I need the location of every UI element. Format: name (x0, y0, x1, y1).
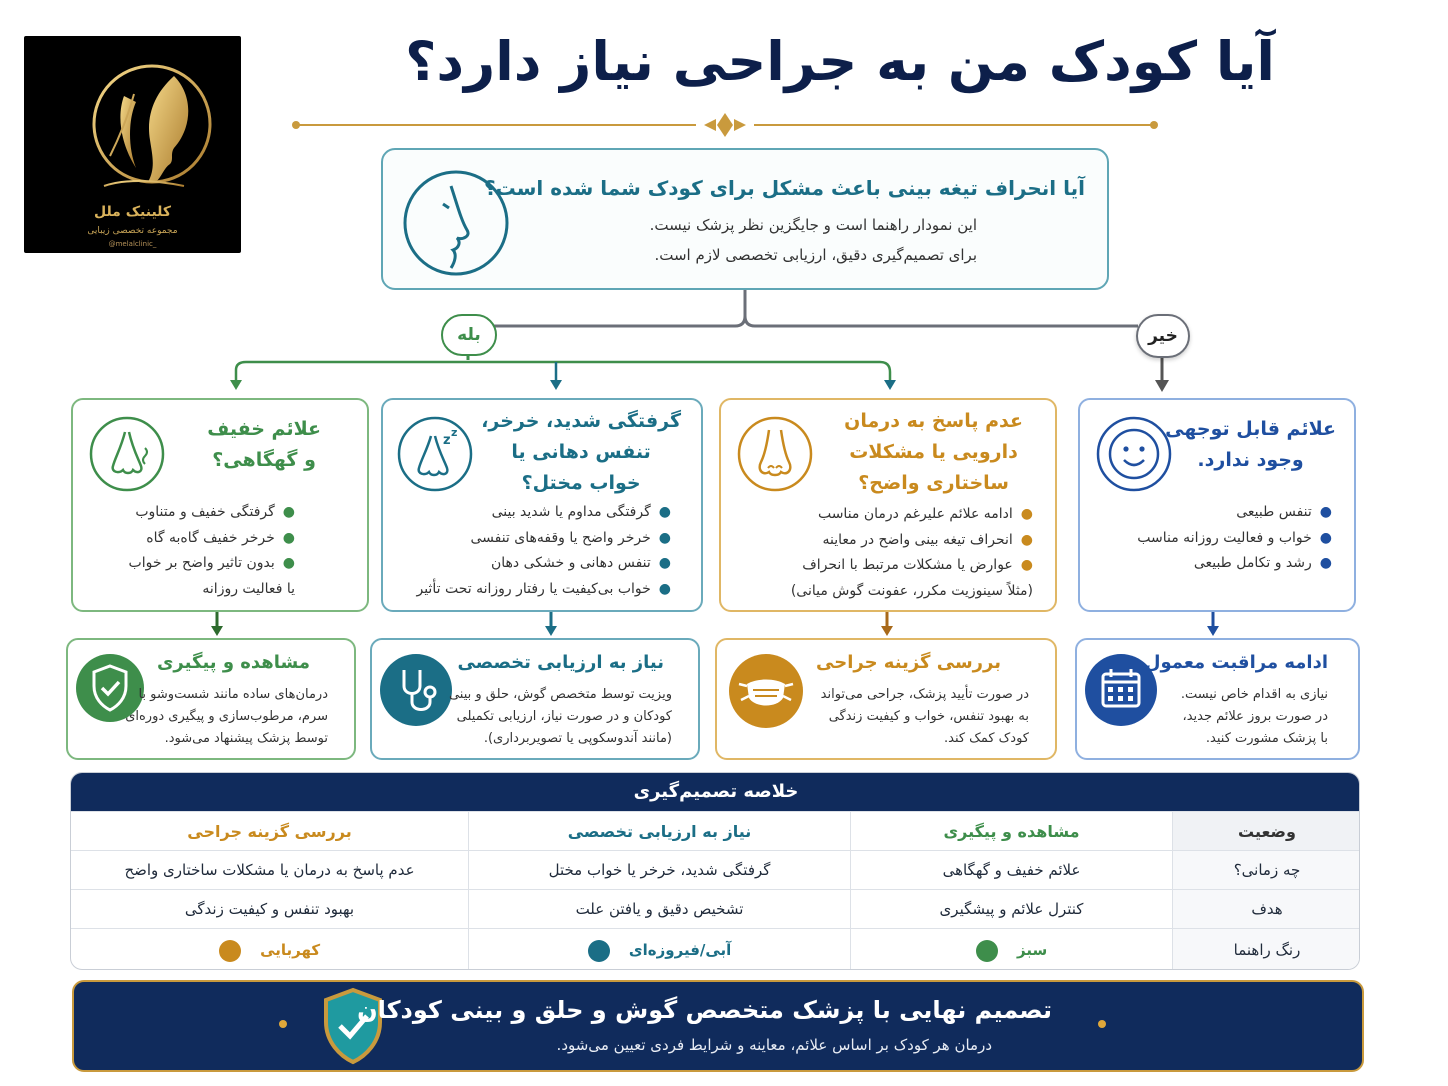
sleep-nose-icon (395, 414, 475, 494)
yes-branch-label: بله (441, 314, 497, 356)
action-surgery-title: بررسی گزینه جراحی (816, 652, 1001, 673)
card-noresp-title-1: عدم پاسخ به درمان (844, 410, 1023, 432)
table-cell: بهبود تنفس و کیفیت زندگی (71, 889, 468, 928)
question-title: آیا انحراف تیغه بینی باعث مشکل برای کودک شما شده است؟ (483, 176, 1085, 200)
table-cell-amber: کهربایی (71, 928, 468, 970)
table-header-cell: بررسی گزینه جراحی (71, 811, 468, 850)
table-cell-green: سبز (850, 928, 1172, 970)
action-observe-title: مشاهده و پیگیری (156, 652, 310, 673)
green-dot-icon (976, 940, 998, 962)
card-none-title-1: علائم قابل توجهی (1165, 418, 1336, 440)
action-routine-title: ادامه مراقبت معمول (1144, 652, 1328, 673)
stethoscope-icon (380, 654, 452, 726)
table-header-cell: نیاز به ارزیابی تخصصی (468, 811, 850, 850)
summary-table (70, 772, 1360, 970)
footer-banner (72, 980, 1364, 1072)
list-item-continued: (مثلاً سینوزیت مکرر، عفونت گوش میانی) (790, 582, 1033, 599)
list-item: ●انحراف تیغه بینی واضح در معاینه (822, 531, 1033, 548)
card-severe-symptoms (381, 398, 703, 612)
amber-dot-icon (219, 940, 241, 962)
card-severe-list (416, 500, 671, 602)
teal-dot-icon (588, 940, 610, 962)
action-specialist (370, 638, 700, 760)
summary-title: خلاصه تصمیم‌گیری (71, 773, 1360, 811)
svg-text:z: z (451, 426, 458, 439)
action-observe-text: درمان‌های ساده مانند شست‌وشو با سرم، مرطوب‌سازی و پیگیری دوره‌ای توسط پزشک پیشنهاد می‌شود. (125, 687, 328, 746)
no-branch-label: خیر (1136, 314, 1190, 358)
card-noresp-title-2: دارویی یا مشکلات (849, 441, 1018, 463)
svg-text:z: z (443, 433, 451, 448)
list-item: ●بدون تاثیر واضح بر خواب (128, 555, 295, 571)
card-none-title-2: وجود ندارد. (1197, 449, 1304, 471)
card-no-symptoms (1078, 398, 1356, 612)
card-mild-title-1: علائم خفیف (207, 418, 321, 440)
action-specialist-title: نیاز به ارزیابی تخصصی (457, 652, 664, 673)
table-cell: گرفتگی شدید، خرخر یا خواب مختل (468, 850, 850, 889)
card-no-response (719, 398, 1057, 612)
footer-title: تصمیم نهایی با پزشک متخصص گوش و حلق و بینی کودکان (357, 996, 1052, 1024)
action-routine-text: نیازی به اقدام خاص نیست. در صورت بروز علائم جدید، با پزشک مشورت کنید. (1180, 687, 1328, 746)
table-cell: عدم پاسخ به درمان یا مشکلات ساختاری واضح (71, 850, 468, 889)
card-noresp-title-3: ساختاری واضح؟ (858, 472, 1009, 494)
table-cell: رنگ راهنما (1172, 928, 1360, 970)
card-severe-title-2: تنفس دهانی یا (511, 441, 651, 463)
card-mild-symptoms (71, 398, 369, 612)
action-surgery-text: در صورت تأیید پزشک، جراحی می‌تواند به بهبود تنفس، خواب و کیفیت زندگی کودک کمک کند. (820, 687, 1029, 746)
surgical-mask-icon (729, 654, 803, 728)
table-header-cell: مشاهده و پیگیری (850, 811, 1172, 850)
list-item: ●خواب و فعالیت روزانه مناسب (1137, 529, 1332, 546)
footer-dot-left (279, 1020, 287, 1028)
table-header-cell: وضعیت (1172, 811, 1360, 850)
table-cell: تشخیص دقیق و یافتن علت (468, 889, 850, 928)
logo-subtitle: مجموعه تخصصی زیبایی (87, 226, 178, 236)
list-item: ●خرخر خفیف گاه‌به گاه (146, 529, 295, 546)
list-item: ●گرفتگی مداوم یا شدید بینی (491, 504, 671, 520)
footer-subtitle: درمان هر کودک بر اساس علائم، معاینه و شرایط فردی تعیین می‌شود. (556, 1036, 992, 1054)
card-severe-title-3: خواب مختل؟ (521, 472, 641, 494)
list-item: ●رشد و تکامل طبیعی (1193, 555, 1332, 571)
table-cell: هدف (1172, 889, 1360, 928)
logo-brand: کلینیک ملل (93, 204, 172, 220)
card-mild-title-2: و گهگاهی؟ (212, 449, 316, 471)
card-severe-title-1: گرفتگی شدید، خرخر، (481, 410, 681, 432)
card-none-list (1137, 500, 1332, 577)
card-mild-list (129, 500, 295, 602)
action-specialist-text: ویزیت توسط متخصص گوش، حلق و بینی کودکان و در صورت نیاز، ارزیابی تکمیلی (مانند آندوسکوپی یا تصویربرداری). (448, 687, 672, 746)
list-item: ●تنفس دهانی و خشکی دهان (491, 555, 671, 571)
list-item: ●تنفس طبیعی (1236, 504, 1332, 520)
nose-front-icon (735, 414, 815, 494)
footer-dot-right (1098, 1020, 1106, 1028)
card-noresp-list (791, 502, 1033, 604)
page-title: آیا کودک من به جراحی نیاز دارد؟ (405, 30, 1275, 93)
question-note-2: برای تصمیم‌گیری دقیق، ارزیابی تخصصی لازم است. (654, 246, 977, 264)
table-cell: کنترل علائم و پیشگیری (850, 889, 1172, 928)
action-observe (66, 638, 356, 760)
list-item: ●خواب بی‌کیفیت یا رفتار روزانه تحت تأثیر (416, 580, 671, 597)
table-cell: چه زمانی؟ (1172, 850, 1360, 889)
smile-icon (1094, 414, 1174, 494)
logo-handle: @melalclinic_ (108, 240, 157, 248)
question-note-1: این نمودار راهنما است و جایگزین نظر پزشک نیست. (649, 216, 977, 234)
nose-icon (87, 414, 167, 494)
list-item: ●خرخر واضح یا وقفه‌های تنفسی (470, 529, 671, 546)
action-routine (1075, 638, 1360, 760)
list-item: ●عوارض یا مشکلات مرتبط با انحراف (802, 557, 1033, 573)
action-surgery (715, 638, 1057, 760)
table-cell-teal: آبی/فیروزه‌ای (468, 928, 850, 970)
list-item: ●ادامه علائم علیرغم درمان مناسب (817, 506, 1033, 522)
table-cell: علائم خفیف و گهگاهی (850, 850, 1172, 889)
list-item-continued: یا فعالیت روزانه (202, 580, 295, 597)
list-item: ●گرفتگی خفیف و متناوب (135, 504, 295, 520)
